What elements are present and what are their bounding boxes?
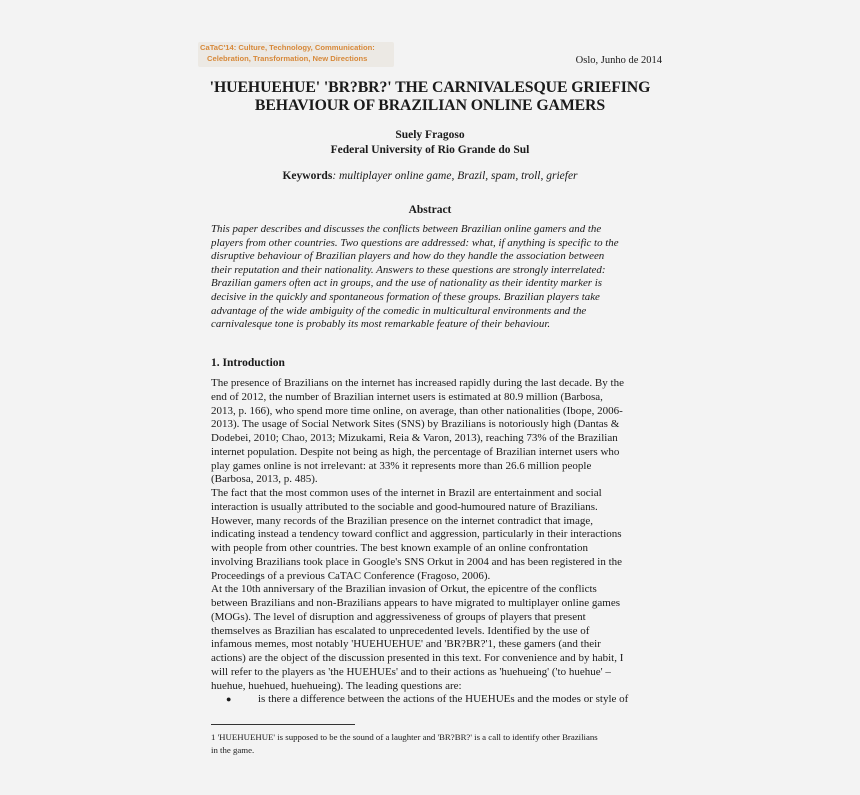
conference-logo-line-2: Celebration, Transformation, New Directions: [207, 53, 368, 63]
bullet-text: is there a difference between the actions of the HUEHUEs and the modes or style of: [258, 693, 629, 706]
body-line: (MOGs). The level of disruption and aggressiveness of groups of players that present: [211, 610, 586, 623]
body-line: interaction is usually attributed to the sociable and good-humoured nature of Brazilians.: [211, 500, 598, 513]
paper-title-line-1: 'HUEHUEHUE' 'BR?BR?' THE CARNIVALESQUE GRIEFING: [209, 79, 651, 96]
body-line: between Brazilians and non-Brazilians appears to have migrated to multiplayer online games: [211, 597, 621, 609]
bullet-icon: ●: [226, 694, 232, 705]
body-line: actions) are the object of the discussion presented in this text. For convenience and by habit, I: [211, 652, 624, 664]
footnote-line-1: 1 'HUEHUEHUE' is supposed to be the sound of a laughter and 'BR?BR?' is a call to identify other Brazilians: [211, 732, 598, 742]
footnote-line-2: in the game.: [211, 744, 255, 755]
abstract-heading: Abstract: [408, 204, 452, 216]
author-affiliation: Federal University of Rio Grande do Sul: [330, 144, 530, 156]
abstract-line: their reputation and their nationality. Answers to these questions are strongly interrelated:: [211, 263, 606, 276]
paper-title: [150, 79, 710, 115]
body-line: The presence of Brazilians on the internet has increased rapidly during the last decade. By the: [211, 377, 624, 389]
abstract-line: decisive in the quickly and spontaneous formation of these groups. Brazilian players take: [211, 290, 600, 303]
keywords-value: : multiplayer online game, Brazil, spam, troll, griefer: [332, 170, 578, 182]
section-body: [211, 377, 665, 707]
footnote: [211, 731, 665, 756]
body-line: infamous memes, most notably 'HUEHUEHUE' and 'BR?BR?'1, these gamers (and their: [211, 638, 601, 651]
body-line: However, many records of the Brazilian presence on the internet contradict that image,: [211, 514, 593, 527]
paper-date: Oslo, Junho de 2014: [575, 55, 662, 66]
keywords: [0, 170, 860, 182]
abstract-line: This paper describes and discusses the conflicts between Brazilian online gamers and the: [211, 223, 602, 235]
body-line: indicating instead a tendency toward conflict and aggression, particularly in their interactions: [211, 528, 622, 541]
abstract-line: carnivalesque tone is probably its most remarkable feature of their behaviour.: [211, 318, 551, 331]
section-heading: 1. Introduction: [211, 357, 285, 369]
conference-logo: [198, 42, 394, 67]
abstract-line: advantage of the wide ambiguity of the comedic in multicultural environments and the: [211, 304, 587, 317]
abstract-line: Brazilian gamers often act in groups, and the use of nationality as their identity marker is: [211, 277, 603, 290]
body-line: The fact that the most common uses of the internet in Brazil are entertainment and social: [211, 487, 602, 499]
body-line: will refer to the players as 'the HUEHUEs' and to their actions as 'huehueing' ('to huehue' –: [211, 665, 611, 678]
conference-logo-line-1: CaTaC'14: Culture, Technology, Communication:: [200, 43, 375, 52]
body-line: involving Brazilians took place in Google's SNS Orkut in 2004 and has been registered in the: [211, 555, 623, 568]
abstract-body: [211, 223, 663, 332]
body-line: with people from other countries. The best known example of an online confrontation: [211, 542, 589, 554]
keywords-label: Keywords: [282, 170, 333, 182]
body-line: themselves as Brazilian has escalated to unprecedented levels. Identified by the use of: [211, 624, 590, 637]
footnote-divider: [211, 724, 355, 725]
bullet-item: [211, 693, 665, 707]
abstract-line: players from other countries. Two questions are addressed: what, if anything is specific to the: [211, 236, 619, 249]
author-name: Suely Fragoso: [395, 129, 465, 141]
body-line: internet population. Despite not being as high, the percentage of Brazilian internet users who: [211, 445, 620, 458]
body-line: 2013). The usage of Social Network Sites (SNS) by Brazilians is notoriously high (Dantas &: [211, 418, 620, 431]
body-line: Dodebei, 2010; Chao, 2013; Mizukami, Reia & Varon, 2013), reaching 73% of the Brazilian: [211, 432, 618, 444]
body-line: play games online is not irrelevant: at 33% it represents more than 26.6 million people: [211, 459, 592, 472]
body-line: Proceedings of a previous CaTAC Conference (Fragoso, 2006).: [211, 569, 491, 582]
body-line: end of 2012, the number of Brazilian internet users is estimated at 80.9 million (Barbosa,: [211, 390, 603, 403]
body-line: At the 10th anniversary of the Brazilian invasion of Orkut, the epicentre of the conflicts: [211, 583, 597, 596]
paper-title-line-2: BEHAVIOUR OF BRAZILIAN ONLINE GAMERS: [254, 97, 606, 114]
abstract-line: disruptive behaviour of Brazilian players and how do they handle the association between: [211, 250, 605, 263]
body-line: (Barbosa, 2013, p. 485).: [211, 473, 318, 486]
body-line: huehue, huehued, huehueing). The leading questions are:: [211, 679, 462, 692]
body-line: 2013, p. 166), who spend more time online, on average, than other nationalities (Ibope, 2006-: [211, 404, 623, 417]
